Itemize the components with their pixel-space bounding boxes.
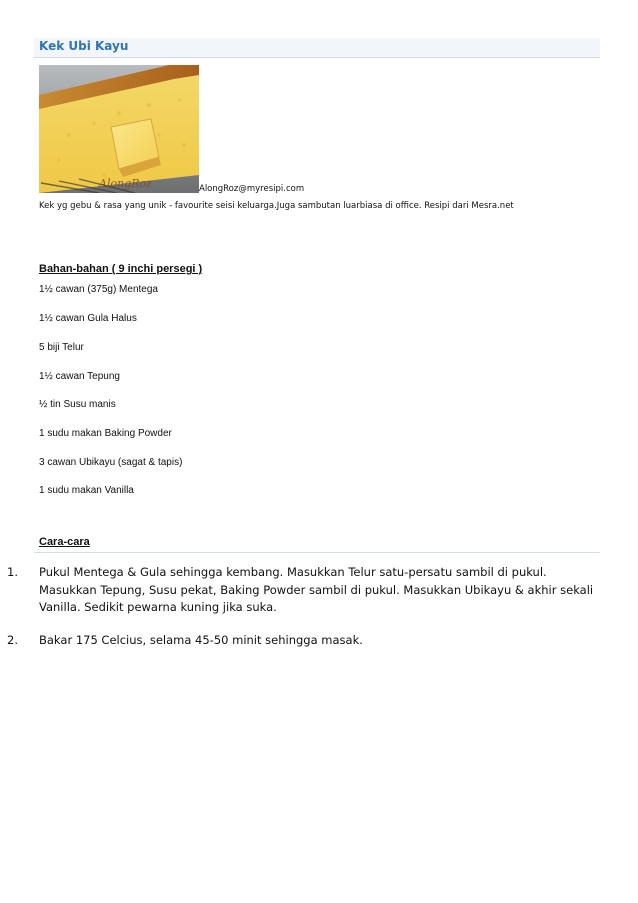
ingredient-item: 1½ cawan (375g) Mentega xyxy=(39,284,158,295)
method-steps xyxy=(0,564,600,664)
ingredient-item: ½ tin Susu manis xyxy=(39,399,116,410)
ingredient-item: 1½ cawan Gula Halus xyxy=(39,313,137,324)
ingredient-item: 1 sudu makan Baking Powder xyxy=(39,428,172,439)
recipe-title: Kek Ubi Kayu xyxy=(39,39,129,53)
divider xyxy=(34,552,600,553)
ingredient-item: 1 sudu makan Vanilla xyxy=(39,485,134,496)
method-heading: Cara-cara xyxy=(39,536,90,548)
ingredient-item: 1½ cawan Tepung xyxy=(39,371,120,382)
ingredients-heading: Bahan-bahan ( 9 inchi persegi ) xyxy=(39,263,203,275)
method-step xyxy=(0,632,600,650)
title-bar xyxy=(34,38,600,58)
method-step xyxy=(0,564,600,617)
recipe-intro: Kek yg gebu & rasa yang unik - favourite seisi keluarga.Juga sambutan luarbiasa di office. Resipi dari Mesra.net xyxy=(39,201,514,211)
step-text: Pukul Mentega & Gula sehingga kembang. Masukkan Telur satu-persatu sambil di pukul. Masukkan Tepung, Susu pekat, Baking Powder sambil di pukul. Masukkan Ubikayu & akhir sekali Vanilla. Sedikit pewarna kuning jika suka. xyxy=(39,565,594,614)
photo-watermark: AlongRoz xyxy=(99,177,152,190)
ingredient-item: 3 cawan Ubikayu (sagat & tapis) xyxy=(39,457,183,468)
photo-credit: AlongRoz@myresipi.com xyxy=(199,184,305,194)
step-text: Bakar 175 Celcius, selama 45-50 minit sehingga masak. xyxy=(39,632,363,647)
step-number: 1. xyxy=(7,565,18,579)
cake-photo-drawing xyxy=(39,65,199,193)
step-number: 2. xyxy=(7,632,18,647)
cake-photo xyxy=(39,65,199,193)
ingredient-item: 5 biji Telur xyxy=(39,342,84,353)
